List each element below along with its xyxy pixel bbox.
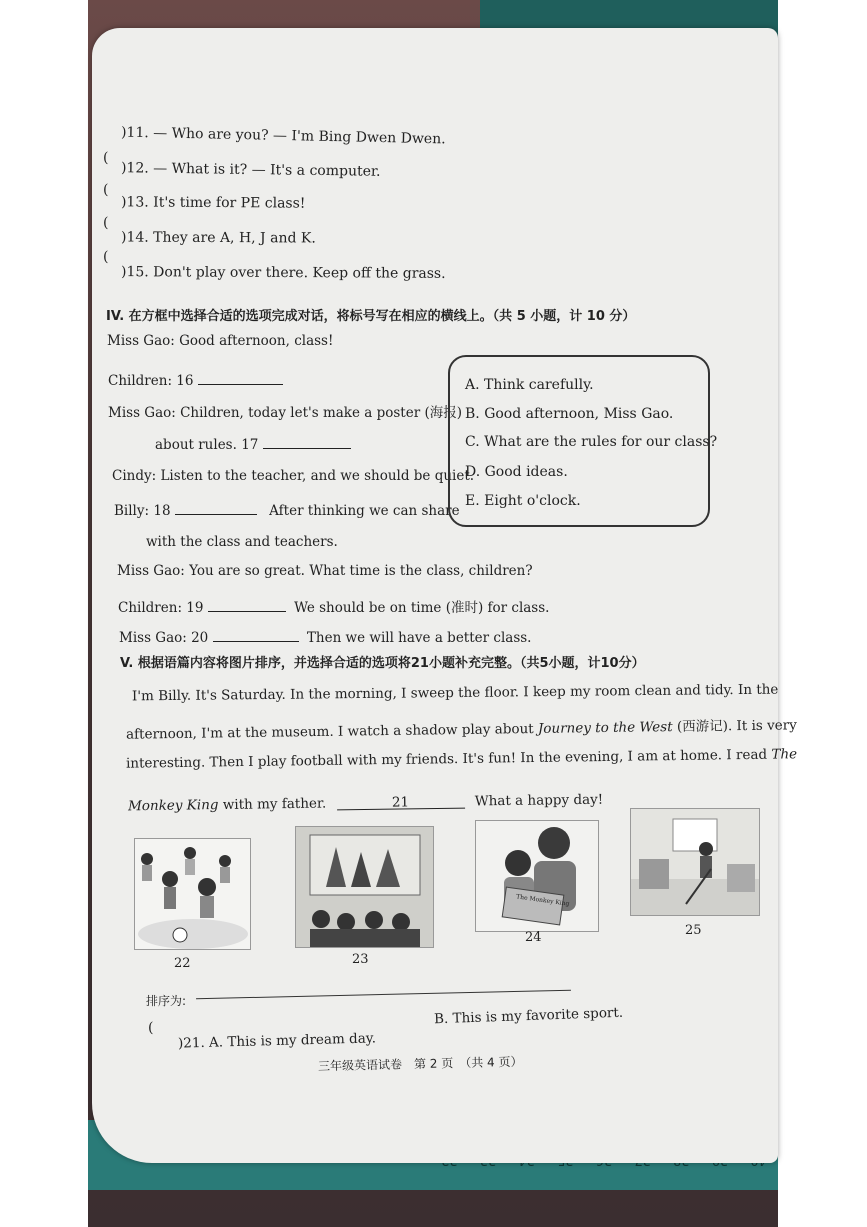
question-13: )13. It's time for PE class!	[120, 194, 306, 212]
option-b: B. Good afternoon, Miss Gao.	[465, 406, 674, 422]
question-14: )14. They are A, H, J and K.	[120, 229, 316, 247]
dialogue-line: Children: 16	[108, 370, 283, 389]
reading-illustration	[476, 821, 598, 931]
question-15: )15. Don't play over there. Keep off the grass.	[120, 264, 446, 282]
dialogue-line: Cindy: Listen to the teacher, and we should be quiet.	[112, 468, 475, 484]
section-4-heading: IV. 在方框中选择合适的选项完成对话，将标号写在相应的横线上。（共 5 小题，计 10 分）	[106, 309, 636, 324]
answer-blank-20[interactable]	[213, 627, 299, 642]
answer-blank-21[interactable]: 21	[336, 794, 464, 811]
answer-bracket: (	[103, 182, 109, 198]
section-5-heading: V. 根据语篇内容将图片排序，并选择合适的选项将21小题补充完整。（共5小题，计10分）	[120, 656, 645, 671]
dialogue-line: with the class and teachers.	[146, 534, 338, 550]
answer-bracket: (	[103, 215, 109, 231]
dialogue-line: Miss Gao: You are so great. What time is the class, children?	[117, 563, 533, 579]
question-11: )11. — Who are you? — I'm Bing Dwen Dwen.	[120, 124, 446, 148]
picture-label: 25	[685, 923, 702, 938]
passage-line: interesting. Then I play football with my friends. It's fun! In the evening, I am at home. I read The	[125, 746, 798, 772]
answer-bracket: (	[148, 1020, 154, 1036]
answer-blank-19[interactable]	[208, 597, 286, 612]
picture-label: 22	[174, 956, 191, 971]
answer-blank-16[interactable]	[198, 370, 283, 385]
picture-football	[134, 838, 251, 950]
page-footer: 三年级英语试卷 第 2 页 （共 4 页）	[317, 1054, 523, 1074]
picture-label: 24	[525, 930, 542, 945]
picture-sweeping	[630, 808, 760, 916]
picture-label: 23	[352, 952, 369, 967]
question-12: )12. — What is it? — It's a computer.	[120, 160, 381, 180]
answer-bracket: (	[103, 150, 109, 166]
option-a: A. Think carefully.	[465, 377, 594, 393]
book-title: The Monkey King	[515, 893, 570, 908]
answer-blank-17[interactable]	[263, 434, 351, 449]
dialogue-line: Billy: 18 After thinking we can share	[114, 500, 460, 519]
option-d: D. Good ideas.	[465, 464, 568, 480]
option-e: E. Eight o'clock.	[465, 493, 581, 509]
options-box	[448, 355, 718, 527]
picture-shadow-play	[295, 826, 434, 948]
answer-blank-18[interactable]	[175, 500, 257, 515]
football-illustration	[135, 839, 250, 949]
dialogue-line: about rules. 17	[155, 434, 351, 453]
dialogue-line: Miss Gao: Children, today let's make a poster (海报)	[108, 405, 462, 421]
question-21-option-b: B. This is my favorite sport.	[433, 1004, 624, 1028]
shadow-play-illustration	[296, 827, 433, 947]
passage-line: I'm Billy. It's Saturday. In the morning, I sweep the floor. I keep my room clean and tidy. In the	[131, 681, 779, 705]
passage-line: Monkey King with my father. 21 What a happy day!	[127, 791, 604, 815]
dialogue-line: Miss Gao: Good afternoon, class!	[107, 333, 334, 349]
dialogue-line: Children: 19 We should be on time (准时) for class.	[118, 596, 549, 616]
question-21: )21. A. This is my dream day.	[177, 1030, 377, 1052]
dialogue-line: Miss Gao: 20 Then we will have a better class.	[119, 627, 531, 646]
option-c: C. What are the rules for our class?	[465, 434, 718, 450]
sort-label: 排序为:	[146, 994, 187, 1008]
sweeping-illustration	[631, 809, 759, 915]
passage-line: afternoon, I'm at the museum. I watch a shadow play about Journey to the West (西游记). It is very	[125, 717, 797, 743]
answer-bracket: (	[103, 249, 109, 265]
picture-reading	[475, 820, 599, 932]
